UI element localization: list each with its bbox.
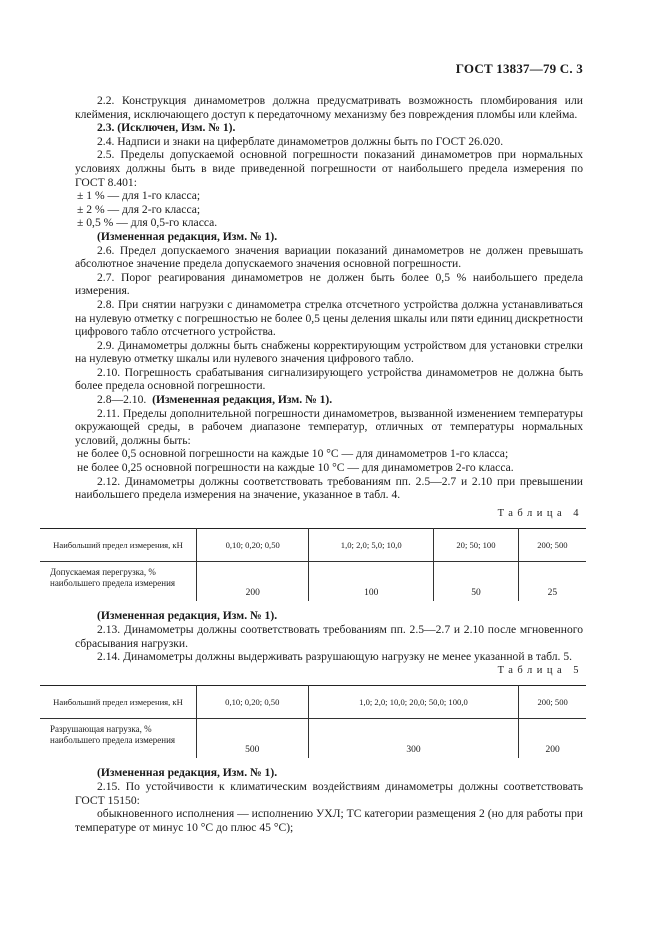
document-body bbox=[50, 94, 583, 834]
amendment-note: (Измененная редакция, Изм. № 1). bbox=[152, 393, 333, 407]
header-cell: 200; 500 bbox=[518, 529, 586, 562]
value-cell: 25 bbox=[518, 562, 586, 602]
clause-2-4: 2.4. Надписи и знаки на циферблате динамометров должны быть по ГОСТ 26.020. bbox=[97, 134, 504, 148]
table-row bbox=[40, 719, 586, 759]
clause-2-8-2-10-amendment bbox=[75, 393, 583, 407]
clause-2-7: 2.7. Порог реагирования динамометров не должен быть более 0,5 % наибольшего предела измерения. bbox=[75, 270, 583, 298]
clause-2-2: 2.2. Конструкция динамометров должна предусматривать возможность пломбирования или клеймения, исключающего доступ к передаточному механизму без повреждения пломбы или клейма. bbox=[75, 94, 583, 121]
clause-2-14: 2.14. Динамометры должны выдерживать разрушающую нагрузку не менее указанной в табл. 5. bbox=[97, 650, 573, 664]
clause-2-11: 2.11. Пределы дополнительной погрешности динамометров, вызванной изменением температуры окружающей среды, в рабочем диапазоне температур, отличных от температуры нормальных условий, должны быть: bbox=[75, 406, 583, 447]
page-header: ГОСТ 13837—79 С. 3 bbox=[455, 61, 583, 76]
clause-2-8: 2.8. При снятии нагрузки с динамометра стрелка отсчетного устройства должна устанавливаться на нулевую отметку с погрешностью не более 0,5 цены деления шкалы или пяти единиц дискретности цифрового табло отсчетного устройства. bbox=[75, 297, 583, 339]
header-cell: 0,10; 0,20; 0,50 bbox=[197, 529, 309, 562]
table-header-row bbox=[40, 686, 586, 719]
clause-2-9: 2.9. Динамометры должны быть снабжены корректирующим устройством для установки стрелки на нулевую отметку шкалы или нулевого значения цифрового табло. bbox=[75, 338, 583, 366]
header-label-cell: Наибольший предел измерения, кН bbox=[40, 529, 197, 562]
table-5-caption: Таблица 5 bbox=[497, 664, 583, 676]
clause-2-12: 2.12. Динамометры должны соответствовать требованиям пп. 2.5—2.7 и 2.10 при превышении наибольшего предела измерения на значение, указанное в табл. 4. bbox=[75, 474, 583, 502]
clause-2-15: 2.15. По устойчивости к климатическим воздействиям динамометры должны соответствовать ГОСТ 15150: bbox=[75, 779, 583, 807]
clause-range: 2.8—2.10. bbox=[97, 393, 147, 407]
clause-2-10: 2.10. Погрешность срабатывания сигнализирующего устройства динамометров не должна быть более предела основной погрешности. bbox=[75, 365, 583, 393]
header-cell: 20; 50; 100 bbox=[434, 529, 519, 562]
row-label-cell: Допускаемая перегрузка, % наибольшего предела измерения bbox=[40, 562, 197, 602]
header-cell: 0,10; 0,20; 0,50 bbox=[197, 686, 309, 719]
value-cell: 300 bbox=[308, 719, 519, 759]
clause-2-15-item-1: обыкновенного исполнения — исполнению УХЛ; ТС категории размещения 2 (но для работы при температуре от минус 10 °С до плюс 45 °С); bbox=[75, 807, 583, 834]
row-label-cell: Разрушающая нагрузка, % наибольшего предела измерения bbox=[40, 719, 197, 759]
header-label-cell: Наибольший предел измерения, кН bbox=[40, 686, 197, 719]
table-4 bbox=[40, 528, 586, 601]
clause-2-3: 2.3. (Исключен, Изм. № 1). bbox=[97, 121, 236, 135]
value-cell: 50 bbox=[434, 562, 519, 602]
clause-2-5: 2.5. Пределы допускаемой основной погрешности показаний динамометров при нормальных условиях должны быть в виде приведенной погрешности от наибольшего предела измерения по ГОСТ 8.401: bbox=[75, 148, 583, 189]
value-cell: 200 bbox=[519, 719, 586, 759]
table-5 bbox=[40, 685, 586, 758]
clause-2-11-item-1: не более 0,5 основной погрешности на каждые 10 °С — для динамометров 1-го класса; bbox=[77, 447, 509, 461]
value-cell: 500 bbox=[197, 719, 309, 759]
header-cell: 1,0; 2,0; 5,0; 10,0 bbox=[309, 529, 434, 562]
amendment-note: (Измененная редакция, Изм. № 1). bbox=[97, 766, 278, 780]
value-cell: 200 bbox=[197, 562, 309, 602]
clause-2-6: 2.6. Предел допускаемого значения вариации показаний динамометров не должен превышать абсолютное значение предела допускаемого значения основной погрешности. bbox=[75, 243, 583, 271]
amendment-note: (Измененная редакция, Изм. № 1). bbox=[97, 229, 278, 243]
header-cell: 1,0; 2,0; 10,0; 20,0; 50,0; 100,0 bbox=[308, 686, 519, 719]
header-cell: 200; 500 bbox=[519, 686, 586, 719]
clause-2-5-item-1: ± 1 % — для 1-го класса; bbox=[77, 189, 201, 203]
table-row bbox=[40, 562, 586, 602]
value-cell: 100 bbox=[309, 562, 434, 602]
clause-2-11-item-2: не более 0,25 основной погрешности на каждые 10 °С — для динамометров 2-го класса. bbox=[77, 461, 514, 475]
clause-2-5-item-2: ± 2 % — для 2-го класса; bbox=[77, 202, 201, 216]
clause-2-5-item-3: ± 0,5 % — для 0,5-го класса. bbox=[77, 216, 218, 230]
table-header-row bbox=[40, 529, 586, 562]
amendment-note: (Измененная редакция, Изм. № 1). bbox=[97, 609, 278, 623]
table-4-caption: Таблица 4 bbox=[497, 507, 583, 519]
clause-2-13: 2.13. Динамометры должны соответствовать требованиям пп. 2.5—2.7 и 2.10 после мгновенного сбрасывания нагрузки. bbox=[75, 623, 583, 650]
